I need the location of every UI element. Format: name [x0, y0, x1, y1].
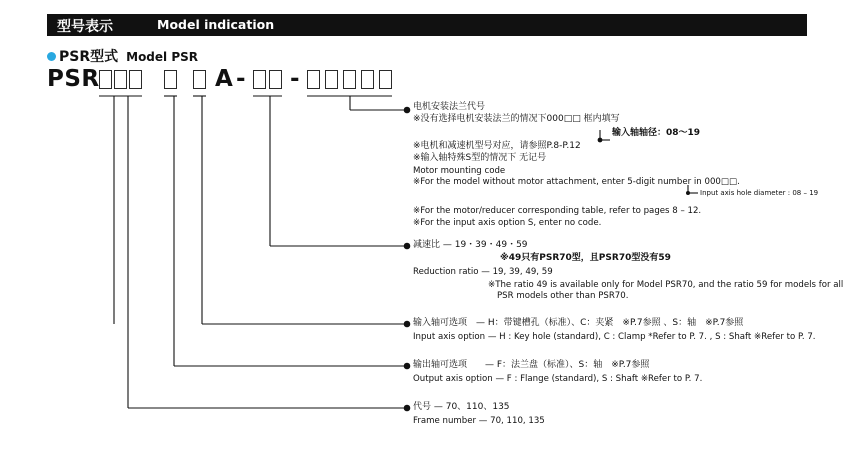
motor-note1-cn: ※没有选择电机安装法兰的情况下000□□ 框内填写	[413, 114, 620, 124]
model-heading-en: Model PSR	[126, 50, 199, 64]
motor-bore-cn: 输入轴轴径：08～19	[612, 128, 701, 138]
frame-number-en: Frame number — 70, 110, 135	[413, 416, 545, 426]
model-code-dash-1: -	[236, 66, 246, 92]
model-code-letter: A	[215, 66, 233, 92]
ratio-note-en-2: PSR models other than PSR70.	[497, 291, 629, 301]
ratio-note-en-1: ※The ratio 49 is available only for Model PSR70, and the ratio 59 for models for all	[488, 280, 844, 290]
model-code-prefix: PSR	[47, 66, 100, 92]
banner-title-en: Model indication	[157, 17, 275, 32]
ratio-title-cn: 减速比 — 19・39・49・59	[413, 240, 528, 250]
motor-note3-en: ※For the input axis option S, enter no code.	[413, 218, 602, 228]
ratio-title-en: Reduction ratio — 19, 39, 49, 59	[413, 267, 553, 277]
output-option-en: Output axis option — F : Flange (standard), S : Shaft ※Refer to P. 7.	[413, 374, 703, 384]
banner-title-cn: 型号表示	[57, 19, 113, 35]
motor-title-cn: 电机安装法兰代号	[413, 102, 486, 112]
motor-note2-en: ※For the motor/reducer corresponding table, refer to pages 8 – 12.	[413, 206, 702, 216]
frame-number-cn: 代号 — 70、110、135	[413, 402, 510, 412]
ratio-note-cn: ※49只有PSR70型，且PSR70型没有59	[500, 253, 671, 263]
output-option-cn: 输出轴可选项 — F：法兰盘（标准）、S：轴 ※P.7参照	[413, 360, 650, 370]
motor-title-en: Motor mounting code	[413, 166, 506, 176]
model-code-dash-2: -	[290, 66, 300, 92]
motor-note3-cn: ※输入轴特殊S型的情况下 无记号	[413, 153, 547, 163]
input-option-en: Input axis option — H : Key hole (standard), C : Clamp *Refer to P. 7. , S : Shaft ※Refer to P. 7.	[413, 332, 816, 342]
motor-bore-en: Input axis hole diameter : 08 – 19	[700, 189, 819, 197]
input-option-cn: 输入轴可选项 — H：带键槽孔（标准）、C：夹紧 ※P.7参照 、S：轴 ※P.7参照	[413, 318, 744, 328]
motor-note2-cn: ※电机和减速机型号对应，请参照P.8-P.12	[413, 141, 581, 151]
model-heading-cn: PSR型式	[59, 49, 119, 65]
motor-note1-en: ※For the model without motor attachment, enter 5-digit number in 000□□.	[413, 177, 740, 187]
